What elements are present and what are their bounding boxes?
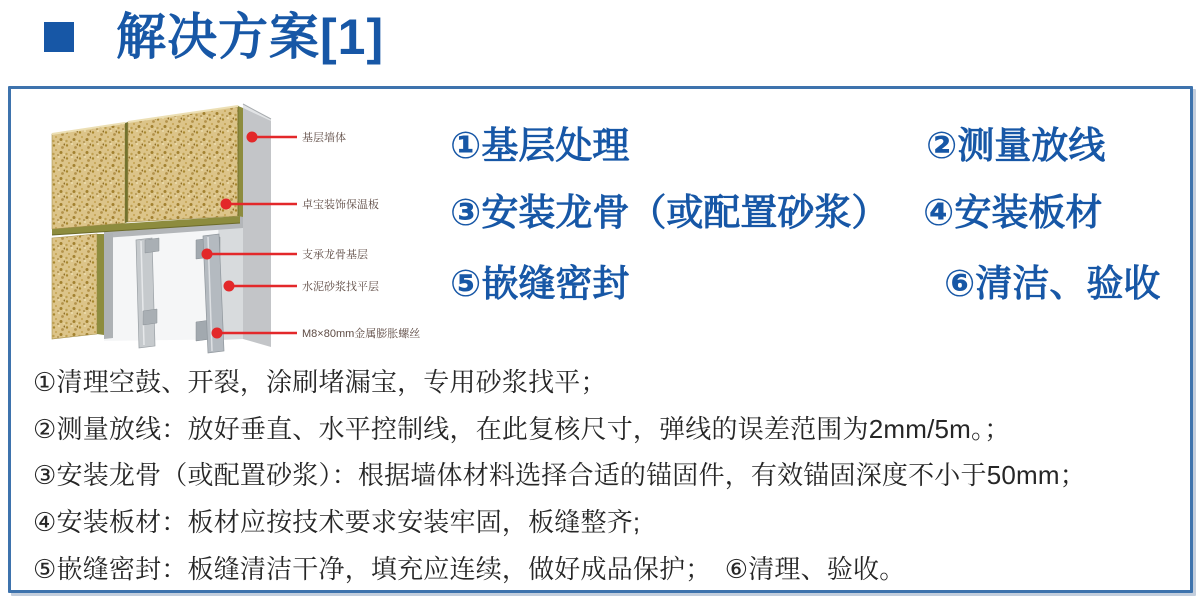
step-heading-2: ②测量放线	[926, 125, 1106, 166]
step-heading-6: ⑥清洁、验收	[944, 263, 1161, 304]
insulation-board-top-left	[52, 123, 125, 229]
insulation-board-lower-left	[52, 234, 104, 339]
title-bullet-square	[44, 22, 74, 52]
step-details	[33, 357, 1183, 590]
callout-label: 水泥砂浆找平层	[302, 281, 379, 293]
step-heading-5: ⑤嵌缝密封	[450, 263, 630, 304]
detail-line-4: ④安装板材：板材应按技术要求安装牢固，板缝整齐;	[33, 506, 641, 537]
step-heading-3: ③安装龙骨（或配置砂浆）	[450, 192, 889, 233]
page-title: 解决方案[1]	[116, 9, 385, 65]
base-wall	[243, 104, 271, 347]
detail-line-1: ①清理空鼓、开裂，涂刷堵漏宝，专用砂浆找平；	[33, 366, 607, 397]
callout-label: 卓宝装饰保温板	[302, 199, 379, 211]
detail-line-3: ③安装龙骨（或配置砂浆）：根据墙体材料选择合适的锚固件，有效锚固深度不小于50mm；	[33, 460, 1086, 491]
step-heading-1: ①基层处理	[450, 125, 630, 166]
detail-line-5: ⑤嵌缝密封：板缝清洁干净，填充应连续，做好成品保护； ⑥清理、验收。	[33, 553, 906, 584]
callout-label: 支承龙骨基层	[302, 249, 368, 261]
wall-assembly-diagram	[36, 98, 456, 358]
detail-line-2: ②测量放线：放好垂直、水平控制线，在此复核尺寸，弹线的误差范围为2mm/5m。；	[33, 413, 1011, 444]
step-heading-4: ④安装板材	[923, 192, 1103, 233]
callout-label: 基层墙体	[302, 132, 346, 144]
board-seam	[125, 122, 128, 223]
content-panel	[8, 86, 1193, 593]
callout-label: M8×80mm金属膨胀螺丝	[302, 328, 421, 340]
